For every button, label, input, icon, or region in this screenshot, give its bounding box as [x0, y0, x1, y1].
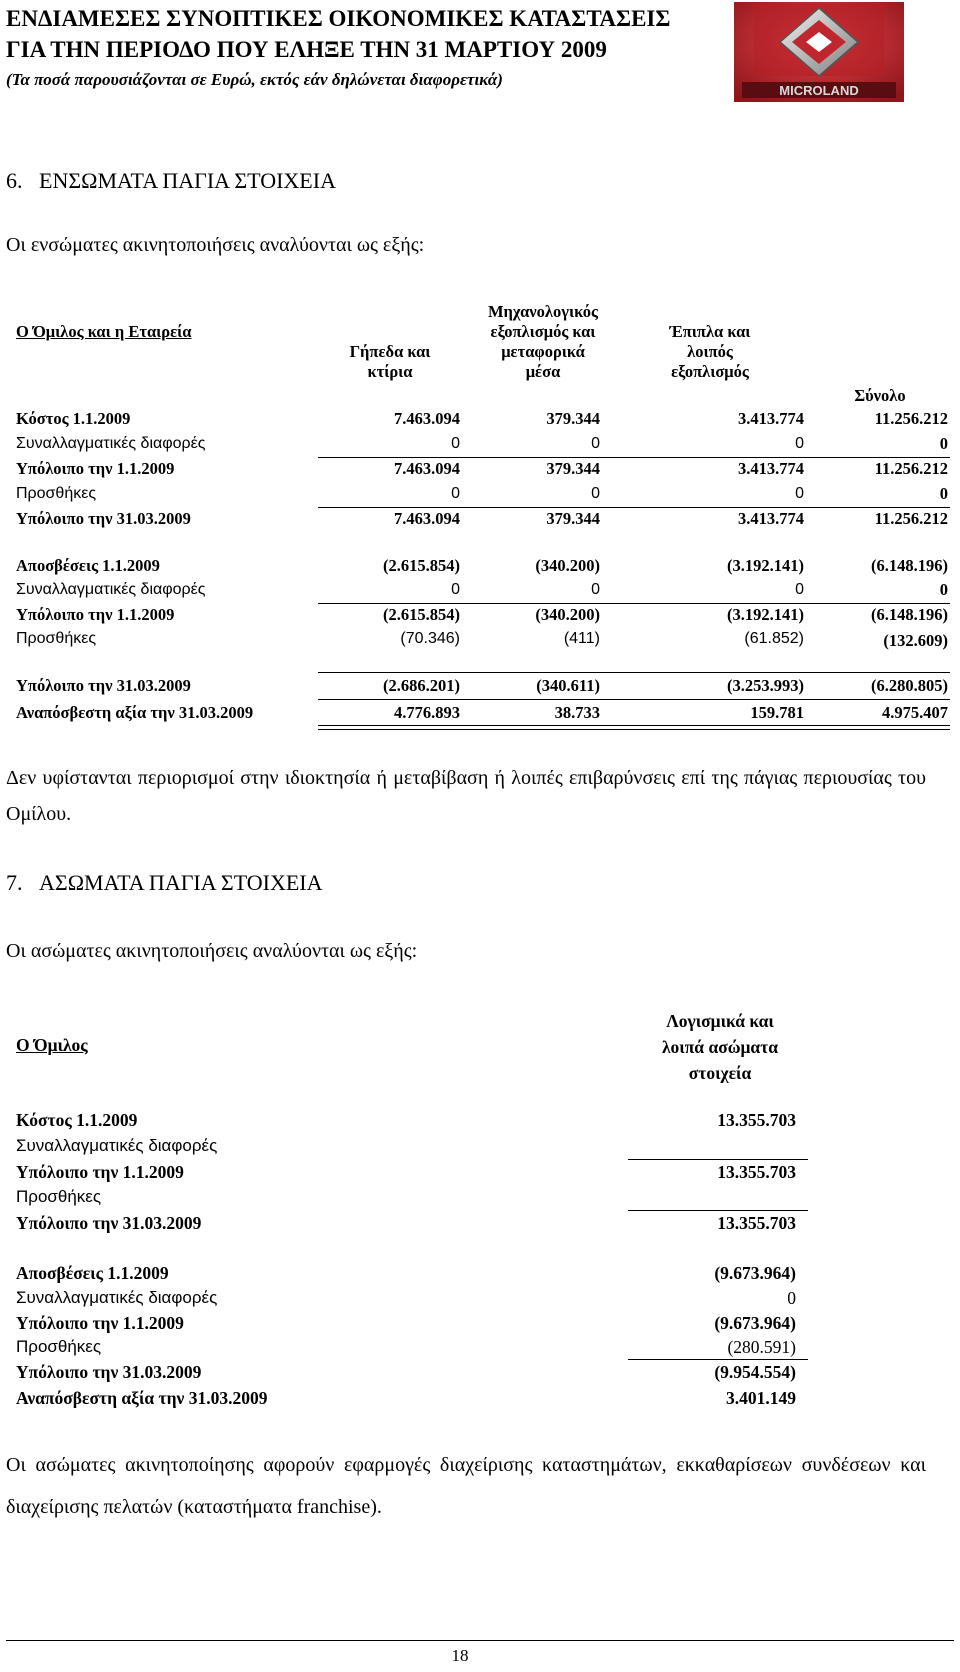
row-separator — [318, 457, 950, 458]
row-label: Κόστος 1.1.2009 — [16, 1110, 138, 1130]
row-label: Υπόλοιπο την 1.1.2009 — [16, 1162, 184, 1182]
section-7-title: 7. ΑΣΩΜΑΤΑ ΠΑΓΙΑ ΣΤΟΙΧΕΙΑ — [6, 870, 323, 895]
row-label: Συναλλαγματικές διαφορές — [16, 435, 206, 452]
section-7-note: Οι ασώματες ακινητοποίησης αφορούν εφαρμογές διαχείρισης καταστημάτων, εκκαθαρίσεων συνδέσεων και διαχείρισης πελατών (καταστήματα franchise). — [6, 1454, 926, 1518]
row-label: Κόστος 1.1.2009 — [16, 409, 131, 428]
page-number: 18 — [451, 1646, 469, 1665]
row-separator — [318, 699, 950, 700]
total-double-underline — [318, 725, 950, 730]
row-label: Προσθήκες — [16, 630, 97, 647]
row-label: Προσθήκες — [16, 1187, 102, 1206]
section-6-note: Δεν υφίστανται περιορισμοί στην ιδιοκτησία ή μεταβίβαση ή λοιπές επιβαρύνσεις επί της πάγιας περιουσίας του Ομίλου. — [6, 767, 926, 825]
row-separator — [318, 507, 950, 508]
row-separator — [628, 1159, 808, 1160]
table-entity-label: Ο Όμιλος και η Εταιρεία — [16, 322, 192, 341]
microland-logo — [734, 2, 904, 102]
row-label: Αποσβέσεις 1.1.2009 — [16, 1263, 169, 1283]
table-entity-label: Ο Όμιλος — [16, 1035, 88, 1055]
header-period: ΓΙΑ ΤΗΝ ΠΕΡΙΟΔΟ ΠΟΥ ΕΛΗΞΕ ΤΗΝ 31 ΜΑΡΤΙΟΥ 2009 — [6, 37, 607, 62]
row-label: Υπόλοιπο την 31.03.2009 — [16, 509, 191, 528]
document-header — [6, 4, 726, 94]
section-6-intro: Οι ενσώματες ακινητοποιήσεις αναλύονται ως εξής: — [6, 234, 425, 256]
header-title: ΕΝΔΙΑΜΕΣΕΣ ΣΥΝΟΠΤΙΚΕΣ ΟΙΚΟΝΟΜΙΚΕΣ ΚΑΤΑΣΤΑΣΕΙΣ — [6, 6, 671, 31]
footer-divider — [6, 1640, 954, 1641]
row-separator — [318, 603, 950, 604]
section-6-title: 6. ΕΝΣΩΜΑΤΑ ΠΑΓΙΑ ΣΤΟΙΧΕΙΑ — [6, 168, 336, 193]
row-label: Αναπόσβεστη αξία την 31.03.2009 — [16, 1388, 268, 1408]
row-label: Προσθήκες — [16, 485, 97, 502]
row-label: Υπόλοιπο την 1.1.2009 — [16, 459, 175, 478]
header-currency-note: (Τα ποσά παρουσιάζονται σε Ευρώ, εκτός εάν δηλώνεται διαφορετικά) — [6, 70, 503, 89]
row-label: Προσθήκες — [16, 1337, 102, 1356]
row-label: Συναλλαγματικές διαφορές — [16, 1136, 218, 1155]
document-page: ΕΝΔΙΑΜΕΣΕΣ ΣΥΝΟΠΤΙΚΕΣ ΟΙΚΟΝΟΜΙΚΕΣ ΚΑΤΑΣΤΑΣΕΙΣ ΓΙΑ ΤΗΝ ΠΕΡΙΟΔΟ ΠΟΥ ΕΛΗΞΕ ΤΗΝ 31 ΜΑΡΤΙΟΥ 2009 (Τα ποσά παρουσιάζονται σε Ευρώ, εκτός εάν δηλώνεται διαφορετικά) MICROLAND 6. ΕΝΣΩΜΑΤΑ ΠΑΓΙΑ ΣΤΟΙΧΕΙΑ Οι ενσώματες ακινητοποιήσεις αναλύονται ως εξής: Ο Όμιλος και η Εταιρεία Γήπεδα και κτίρια Μηχανολογικός εξοπλισμός και μεταφορικά μέσα Έπιπλα και λοιπός εξοπλισμός Σύνολο Κόστος 1.1.2009 7.463.094 379.344 3.413.774 11.256.212 Συναλλαγματικές διαφορές 0 0 0 0 Υπόλοιπο την 1.1.2009 7.463.094 379.344 3.413.774 11.256.212 Προσθήκες 0 0 0 0 Υπόλοιπο την 31.03.2009 7.463.094 379.344 3.413.774 11.256.212 Αποσβέσεις 1.1.2009 (2.615.854) (340.200) (3.192.141) (6.148.196) Συναλλαγματικές διαφορές 0 0 0 0 Υπόλοιπο την 1.1.2009 (2.615.854) (340.200) (3.192.141) (6.148.196) Προσθήκες (70.346) (411) (61.852) (132.609) Υπόλοιπο την 31.03.2009 (2.686.201) (340.611) (3.253.993) (6.280.805) Αναπόσβεστη αξία την 31.03.2009 4.776.893 38.733 159.781 4.975.407 Δεν υφίστανται περιορισμοί στην ιδιοκτησία ή μεταβίβαση ή λοιπές επιβαρύνσεις επί της πάγιας περιουσίας του Ομίλου. 7. ΑΣΩΜΑΤΑ ΠΑΓΙΑ ΣΤΟΙΧΕΙΑ Οι ασώματες ακινητοποιήσεις αναλύονται ως εξής: Ο Όμιλος Λογισμικά και λοιπά ασώματα στοιχεία Κόστος 1.1.2009 13.355.703 Συναλλαγματικές διαφορές Υπόλοιπο την 1.1.2009 13.355.703 Προσθήκες Υπόλοιπο την 31.03.2009 13.355.703 Αποσβέσεις 1.1.2009 (9.673.964) Συναλλαγματικές διαφορές 0 Υπόλοιπο την 1.1.2009 (9.673.964) Προσθήκες (280.591) Υπόλοιπο την 31.03.2009 (9.954.554) Αναπόσβεστη αξία την 31.03.2009 3.401.149 Οι ασώματες ακινητοποίησης αφορούν εφαρμογές διαχείρισης καταστημάτων, εκκαθαρίσεων συνδέσεων και διαχείρισης πελατών (καταστήματα franchise). 18 — [0, 0, 960, 1672]
col-header-furniture: Έπιπλα και λοιπός εξοπλισμός — [669, 322, 751, 381]
col-header-machinery: Μηχανολογικός εξοπλισμός και μεταφορικά μέσα — [487, 302, 598, 381]
row-label: Αποσβέσεις 1.1.2009 — [16, 556, 160, 575]
col-header-total: Σύνολο — [854, 386, 906, 405]
row-separator — [628, 1359, 808, 1360]
svg-text:MICROLAND: MICROLAND — [779, 83, 859, 98]
col-header-land: Γήπεδα και κτίρια — [349, 342, 431, 381]
row-label: Υπόλοιπο την 1.1.2009 — [16, 1313, 184, 1333]
row-label: Υπόλοιπο την 31.03.2009 — [16, 676, 191, 695]
row-label: Υπόλοιπο την 31.03.2009 — [16, 1362, 202, 1382]
row-label: Υπόλοιπο την 31.03.2009 — [16, 1213, 202, 1233]
col-header-software: Λογισμικά και λοιπά ασώματα στοιχεία — [661, 1011, 779, 1083]
row-label: Συναλλαγματικές διαφορές — [16, 1288, 218, 1307]
section-7-intro: Οι ασώματες ακινητοποιήσεις αναλύονται ως εξής: — [6, 940, 418, 962]
row-separator — [628, 1210, 808, 1211]
row-label: Συναλλαγματικές διαφορές — [16, 581, 206, 598]
row-label: Υπόλοιπο την 1.1.2009 — [16, 605, 175, 624]
row-label: Αναπόσβεστη αξία την 31.03.2009 — [16, 703, 254, 722]
row-separator — [318, 672, 950, 673]
